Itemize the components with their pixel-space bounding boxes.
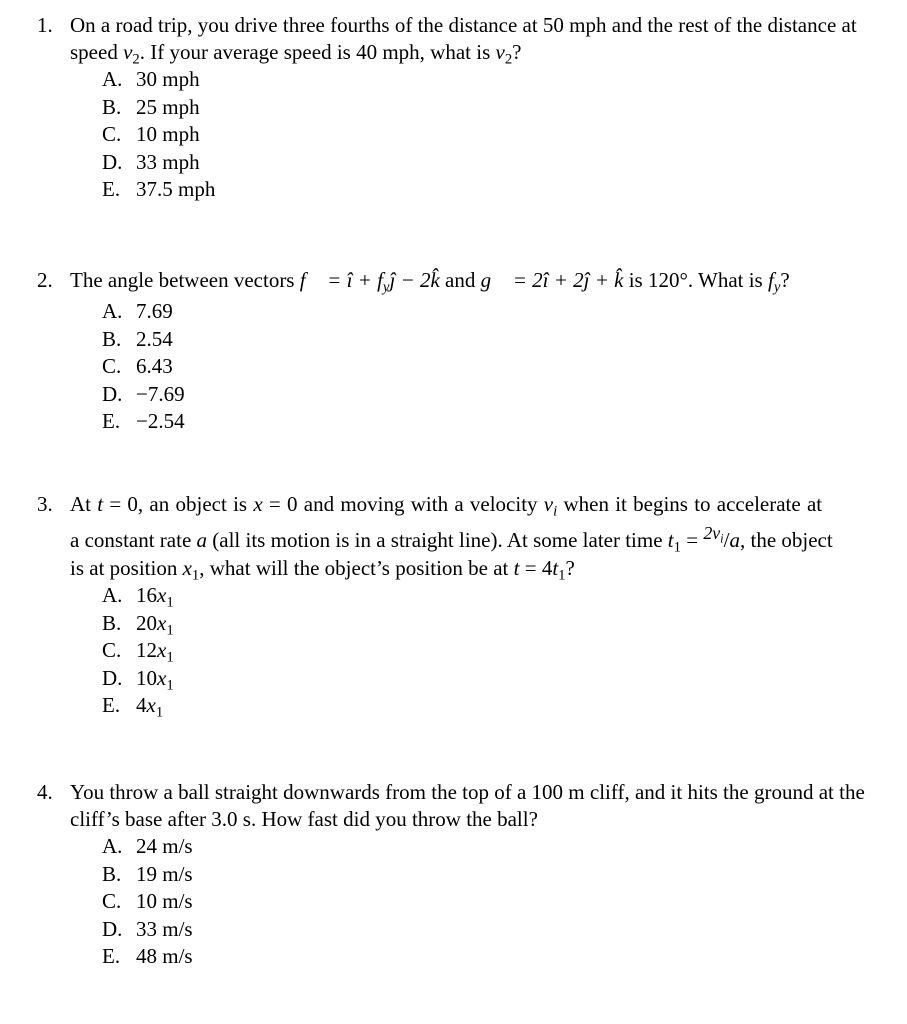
option-text: 2.54 <box>136 326 173 351</box>
option-letter: E. <box>102 693 121 717</box>
answer-option[interactable] <box>102 353 887 381</box>
question-number: 2. <box>37 268 53 292</box>
question-2-stem <box>37 267 887 294</box>
answer-options <box>102 298 887 436</box>
answer-option[interactable] <box>102 121 887 149</box>
question-text: You throw a ball straight downwards from the top of a 100 m cliff, and it hits the ground at the cliff’s base after 3.0 s. How fast did you throw the ball? <box>70 780 865 831</box>
option-letter: D. <box>102 916 123 941</box>
answer-option[interactable] <box>102 381 887 409</box>
answer-option[interactable] <box>102 916 887 944</box>
question-4 <box>37 779 887 971</box>
answer-option[interactable]: D. $10x_1$ <box>102 665 174 693</box>
question-number: 3. <box>37 492 53 516</box>
option-letter: D. <box>102 665 123 690</box>
option-letter: A. <box>102 834 123 858</box>
option-text: 24 m/s <box>136 834 193 858</box>
answer-option[interactable] <box>102 861 887 889</box>
option-text: 6.43 <box>136 354 173 378</box>
answer-options <box>102 66 887 204</box>
option-letter: C. <box>102 354 122 378</box>
option-text: 7.69 <box>136 299 173 323</box>
option-letter: C. <box>102 122 122 146</box>
answer-option[interactable]: A. $16x_1$ <box>102 583 174 611</box>
answer-option[interactable] <box>102 326 887 354</box>
question-number: 4. <box>37 780 53 804</box>
option-text: 19 m/s <box>136 861 193 886</box>
question-text: At t = 0, an object is x = 0 and moving with a velocity $v_i$ when it begins to accelerate at a constant rate a (all its motion is in a straight line). At some later time $t_1 = 2v_i/a$, the object is at position $x_1$, what will the object’s position be at $t = 4t_1$? <box>70 492 833 584</box>
question-1 <box>37 12 887 204</box>
option-letter: A. <box>102 583 123 607</box>
answer-option[interactable] <box>102 298 887 326</box>
option-text: 33 mph <box>136 149 200 174</box>
question-4-stem <box>37 779 887 833</box>
option-text: 25 mph <box>136 94 200 119</box>
question-3-stem <box>37 491 887 582</box>
question-number: 1. <box>37 13 53 37</box>
option-letter: C. <box>102 638 122 662</box>
option-letter: E. <box>102 177 121 201</box>
question-1-stem <box>37 12 887 66</box>
option-text: 30 mph <box>136 67 200 91</box>
option-letter: E. <box>102 944 121 968</box>
question-text: The angle between vectors f⃗ = î + $f_yĵ$ − 2k̂ and g⃗ = 2î + 2ĵ + k̂ is 120°. What is $f_y$? <box>70 268 790 296</box>
answer-option[interactable] <box>102 66 887 94</box>
option-letter: D. <box>102 381 123 406</box>
option-letter: B. <box>102 861 122 886</box>
question-3 <box>37 491 887 720</box>
answer-option[interactable] <box>102 149 887 177</box>
option-letter: A. <box>102 67 123 91</box>
answer-options <box>102 833 887 971</box>
option-text: 33 m/s <box>136 916 193 941</box>
answer-options <box>102 582 887 720</box>
option-letter: A. <box>102 299 123 323</box>
option-letter: E. <box>102 409 121 433</box>
option-letter: D. <box>102 149 123 174</box>
answer-option[interactable] <box>102 833 887 861</box>
answer-option[interactable]: B. $20x_1$ <box>102 610 174 638</box>
question-text: On a road trip, you drive three fourths of the distance at 50 mph and the rest of the distance at speed $v_2$. If your average speed is 40 mph, what is $v_2$? <box>70 13 857 68</box>
answer-option[interactable] <box>102 408 887 436</box>
option-letter: B. <box>102 610 122 635</box>
answer-option[interactable]: E. $4x_1$ <box>102 693 164 721</box>
option-text: 48 m/s <box>136 944 193 968</box>
question-2 <box>37 267 887 436</box>
option-text: 10 mph <box>136 122 200 146</box>
option-letter: C. <box>102 889 122 913</box>
answer-option[interactable] <box>102 943 887 971</box>
option-letter: B. <box>102 326 122 351</box>
answer-option[interactable] <box>102 888 887 916</box>
answer-option[interactable] <box>102 94 887 122</box>
option-text: 37.5 mph <box>136 177 216 201</box>
option-text: −7.69 <box>136 381 185 406</box>
answer-option[interactable]: C. $12x_1$ <box>102 638 174 666</box>
fraction-numerator: $2v_i$ <box>703 522 724 546</box>
answer-option[interactable] <box>102 176 887 204</box>
option-letter: B. <box>102 94 122 119</box>
option-text: −2.54 <box>136 409 185 433</box>
option-text: 10 m/s <box>136 889 193 913</box>
